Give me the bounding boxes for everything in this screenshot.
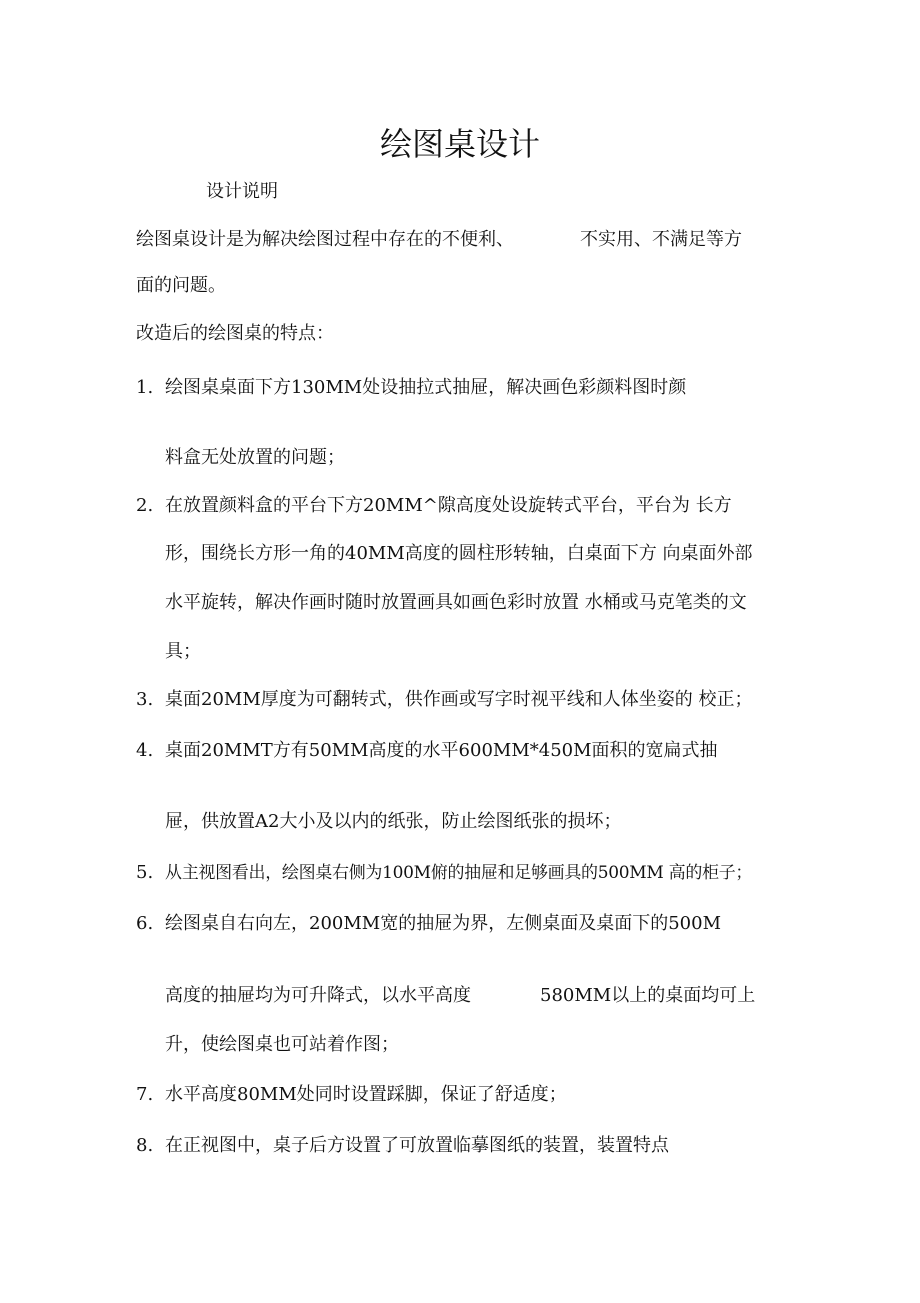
subtitle: 设计说明 <box>206 181 278 202</box>
intro-line-1b: 不实用、不满足等方 <box>580 229 742 250</box>
intro-line-2: 面的问题。 <box>136 275 226 296</box>
document-title: 绘图桌设计 <box>379 125 540 163</box>
item-1-number: 1. <box>136 377 154 398</box>
features-heading: 改造后的绘图桌的特点： <box>136 323 334 344</box>
item-6-number: 6. <box>136 913 154 934</box>
item-2-line-1: 在放置颜料盒的平台下方20MM^隙高度处设旋转式平台，平台为 长方 <box>165 495 732 516</box>
item-2-line-3: 水平旋转，解决作画时随时放置画具如画色彩时放置 水桶或马克笔类的文 <box>165 592 747 613</box>
item-5-number: 5. <box>136 862 154 883</box>
item-3-line-1: 桌面20MM厚度为可翻转式，供作画或写字时视平线和人体坐姿的 校正； <box>165 689 753 710</box>
item-6-line-2b: 580MM以上的桌面均可上 <box>540 985 756 1006</box>
item-4-line-1: 桌面20MMT方有50MM高度的水平600MM*450M面积的宽扁式抽 <box>165 740 718 761</box>
item-1-line-1: 绘图桌桌面下方130MM处设抽拉式抽屉，解决画色彩颜料图时颜 <box>165 377 687 398</box>
item-8-number: 8. <box>136 1135 154 1156</box>
item-4-number: 4. <box>136 740 154 761</box>
item-6-line-1: 绘图桌自右向左，200MM宽的抽屉为界，左侧桌面及桌面下的500M <box>165 913 722 934</box>
item-5-line-1: 从主视图看出，绘图桌右侧为100M俯的抽屉和足够画具的500MM 高的柜子； <box>165 863 753 883</box>
item-7-line-1: 水平高度80MM处同时设置踩脚，保证了舒适度； <box>165 1084 567 1105</box>
item-8-line-1: 在正视图中，桌子后方设置了可放置临摹图纸的装置，装置特点 <box>165 1135 669 1156</box>
item-4-line-2: 屉，供放置A2大小及以内的纸张，防止绘图纸张的损坏； <box>165 811 622 832</box>
item-2-line-2: 形，围绕长方形一角的40MM高度的圆柱形转轴，白桌面下方 向桌面外部 <box>165 543 753 564</box>
item-7-number: 7. <box>136 1084 154 1105</box>
intro-line-1a: 绘图桌设计是为解决绘图过程中存在的不便利、 <box>136 229 514 250</box>
item-2-line-4: 具； <box>165 641 201 662</box>
item-6-line-2a: 高度的抽屉均为可升降式，以水平高度 <box>165 985 471 1006</box>
item-3-number: 3. <box>136 689 154 710</box>
item-1-line-2: 料盒无处放置的问题； <box>165 447 345 468</box>
item-2-number: 2. <box>136 495 154 516</box>
item-6-line-3: 升，使绘图桌也可站着作图； <box>165 1034 399 1055</box>
